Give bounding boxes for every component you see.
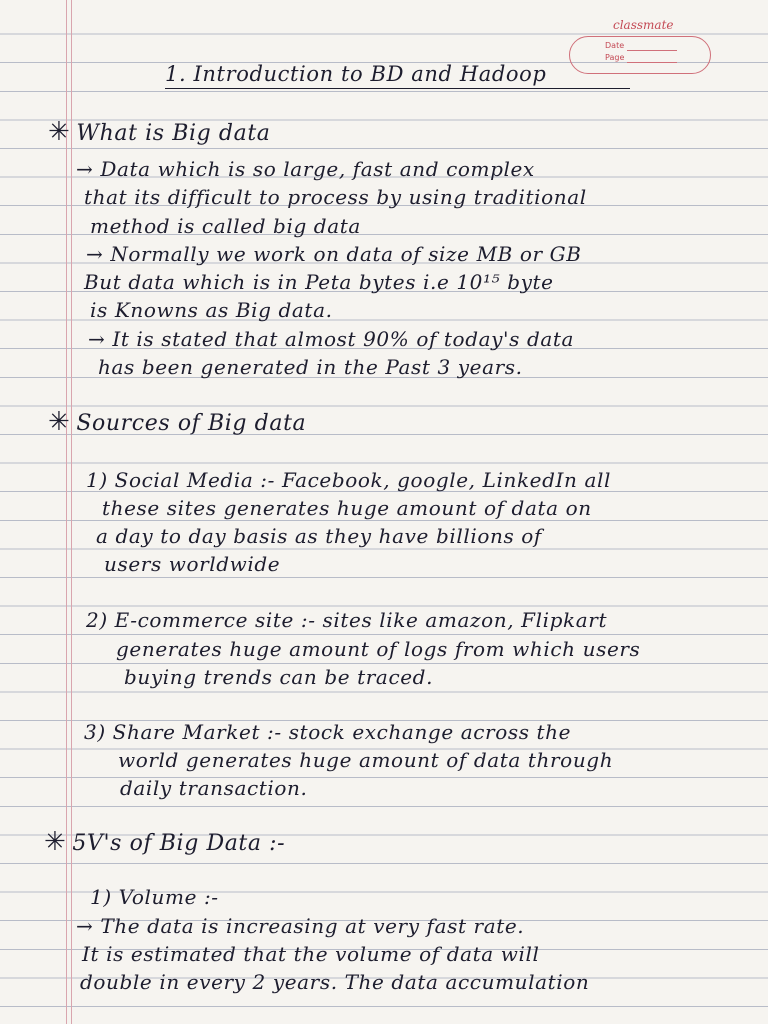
notebook-stamp	[565, 20, 715, 78]
text-line: method is called big data	[90, 214, 361, 238]
section-heading	[48, 407, 307, 437]
section-heading	[44, 827, 286, 857]
title-underline	[165, 88, 630, 89]
text-line: a day to day basis as they have billions of	[96, 524, 542, 548]
text-line: is Knowns as Big data.	[90, 298, 333, 322]
section-heading-text: What is Big data	[76, 121, 271, 146]
stamp-page-label: Page	[605, 53, 625, 62]
text-line: 1) Social Media :- Facebook, google, LinkedIn all	[86, 468, 611, 492]
stamp-brand: classmate	[613, 18, 674, 32]
margin-line	[71, 0, 72, 1024]
section-heading-text: Sources of Big data	[76, 411, 307, 436]
stamp-frame	[569, 36, 711, 74]
text-line: generates huge amount of logs from which users	[116, 637, 641, 661]
text-line: → Normally we work on data of size MB or GB	[86, 242, 582, 266]
text-line: users worldwide	[104, 552, 281, 576]
text-line: 3) Share Market :- stock exchange across the	[84, 720, 572, 744]
page-title: 1. Introduction to BD and Hadoop	[165, 62, 547, 86]
text-line: world generates huge amount of data through	[118, 748, 614, 772]
text-line: has been generated in the Past 3 years.	[98, 355, 523, 379]
text-line: It is estimated that the volume of data will	[82, 942, 540, 966]
margin-line	[66, 0, 67, 1024]
section-heading	[48, 117, 271, 147]
text-line: → Data which is so large, fast and complex	[76, 157, 535, 181]
text-line: → The data is increasing at very fast rate.	[76, 914, 525, 938]
asterisk-bullet-icon: ✳	[48, 407, 71, 437]
asterisk-bullet-icon: ✳	[44, 827, 67, 857]
text-line: 1) Volume :-	[90, 885, 219, 909]
stamp-date-rule	[627, 50, 677, 51]
text-line: 2) E-commerce site :- sites like amazon, Flipkart	[86, 608, 608, 632]
text-line: But data which is in Peta bytes i.e 10¹⁵ byte	[84, 270, 554, 294]
text-line: buying trends can be traced.	[124, 665, 434, 689]
asterisk-bullet-icon: ✳	[48, 117, 71, 147]
text-line: that its difficult to process by using traditional	[84, 185, 587, 209]
text-line: double in every 2 years. The data accumulation	[80, 970, 590, 994]
stamp-date-label: Date	[605, 41, 625, 50]
text-line: these sites generates huge amount of data on	[102, 496, 592, 520]
stamp-page-rule	[627, 62, 677, 63]
text-line: daily transaction.	[120, 776, 308, 800]
text-line: → It is stated that almost 90% of today's data	[88, 327, 575, 351]
section-heading-text: 5V's of Big Data :-	[72, 831, 286, 856]
